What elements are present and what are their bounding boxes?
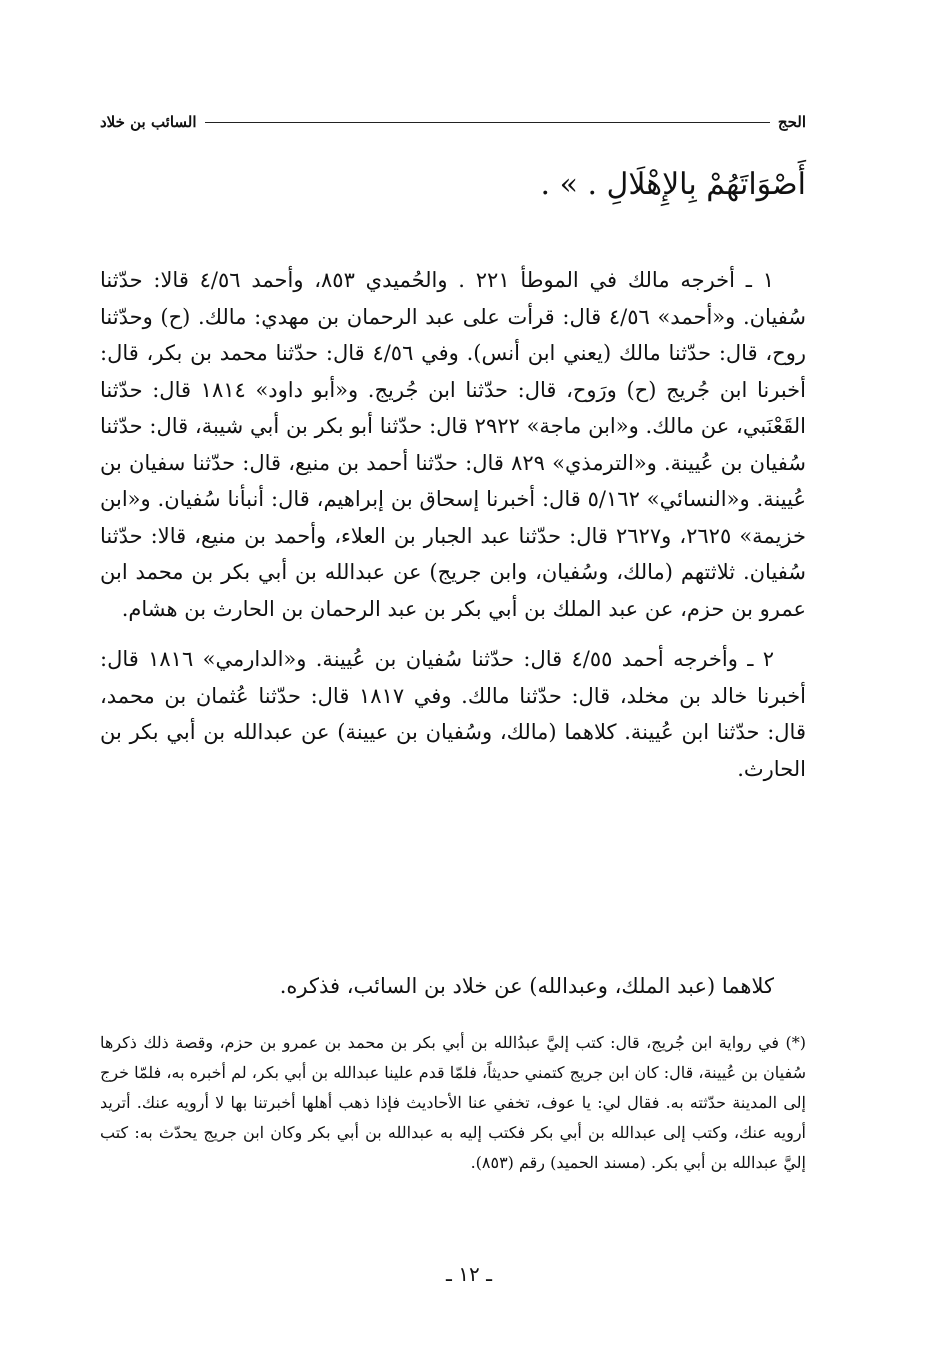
- footnote: (*) في رواية ابن جُريج، قال: كتب إليَّ عبدُالله بن أبي بكر بن محمد بن عمرو بن حزم، وقصة ذلك ذكرها سُفيان بن عُيينة، قال: كان ابن جريج كتمني حديثاً، فلمّا قدم علينا عبدالله بن أبي بكر، لم أخبره به، فلمّا خرج إلى المدينة حدّثته به. فقال لي: يا عوف، تخفي عنا الأحاديث فإذا ذهب أهلها أخبرتنا بها لا أرويه عنك. أتريد أرويه عنك، وكتب إلى عبدالله بن أبي بكر فكتب إليه به عبدالله بن أبي بكر وكان ابن جريج يحدّث به: كتب إليَّ عبدالله بن أبي بكر. (مسند الحميد) رقم (٨٥٣).: [100, 1033, 807, 1172]
- running-header: [100, 108, 806, 136]
- takhrij-paragraph-1: ١ ـ أخرجه مالك في الموطأ ٢٢١ . والحُميدي ٨٥٣، وأحمد ٤/٥٦ قالا: حدّثنا سُفيان. و«أحمد» ٤/٥٦ قال: قرأت على عبد الرحمان بن مهدي: مالك. (ح) وحدّثنا روح، قال: حدّثنا مالك (يعني ابن أنس). وفي ٤/٥٦ قال: حدّثنا محمد بن بكر، قال: أخبرنا ابن جُريج (ح) ورَوح، قال: حدّثنا ابن جُريج. و«أبو داود» ١٨١٤ قال: حدّثنا القَعْنَبي، عن مالك. و«ابن ماجة» ٢٩٢٢ قال: حدّثنا أبو بكر بن أبي شيبة، قال: حدّثنا سُفيان بن عُيينة. و«الترمذي» ٨٢٩ قال: حدّثنا أحمد بن منيع، قال: حدّثنا سفيان بن عُيينة. و«النسائي» ٥/١٦٢ قال: أخبرنا إسحاق بن إبراهيم، قال: أنبأنا سُفيان. و«ابن خزيمة» ٢٦٢٥، و٢٦٢٧ قال: حدّثنا عبد الجبار بن العلاء، وأحمد بن منيع، قالا: حدّثنا سُفيان. ثلاثتهم (مالك، وسُفيان، وابن جريج) عن عبدالله بن أبي بكر بن محمد ابن عمرو بن حزم، عن عبد الملك بن أبي بكر بن عبد الرحمان بن الحارث بن هشام.: [100, 268, 807, 621]
- chapter-title: الحج: [777, 113, 806, 131]
- hadith-ending: أَصْوَاتَهُمْ بِالإِهْلَالِ . » .: [540, 167, 806, 202]
- page-number: ـ ١٢ ـ: [446, 1262, 492, 1286]
- summary-line: كلاهما (عبد الملك، وعبدالله) عن خلاد بن السائب، فذكره.: [279, 974, 774, 998]
- takhrij-section: [100, 262, 806, 801]
- takhrij-paragraph-2: ٢ ـ وأخرجه أحمد ٤/٥٥ قال: حدّثنا سُفيان بن عُيينة. و«الدارمي» ١٨١٦ قال: أخبرنا خالد بن مخلد، قال: حدّثنا مالك. وفي ١٨١٧ قال: حدّثنا عُثمان بن محمد، قال: حدّثنا ابن عُيينة. كلاهما (مالك، وسُفيان بن عيينة) عن عبدالله بن أبي بكر بن الحارث.: [100, 647, 807, 781]
- narrator-name: السائب بن خلاد: [100, 113, 197, 131]
- header-rule: [205, 122, 770, 123]
